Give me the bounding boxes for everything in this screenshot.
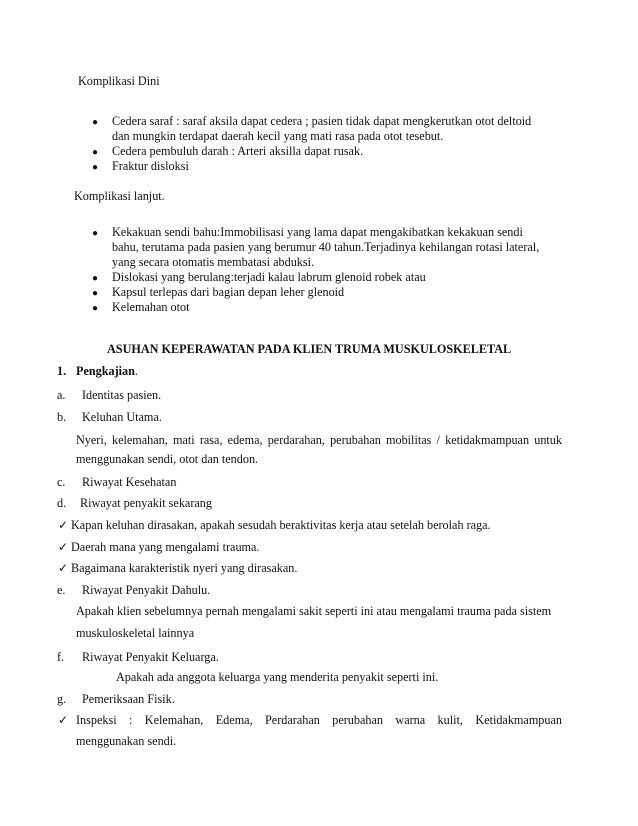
list-item-line: yang secara otomatis membatasi abduksi. [112, 255, 315, 269]
list-item-text: Riwayat penyakit sekarang [80, 496, 212, 510]
checkmark-icon: ✓ [58, 713, 69, 727]
paragraph-line: Nyeri, kelemahan, mati rasa, edema, perdarahan, perubahan mobilitas / ketidakmampuan untuk [76, 433, 562, 447]
list-item-text: Keluhan Utama. [82, 410, 162, 424]
bullet-icon: ● [92, 303, 99, 314]
list-marker: e. [57, 583, 66, 597]
checkmark-icon: ✓ [58, 561, 69, 575]
list-marker: b. [57, 410, 67, 424]
check-item-text: Kapan keluhan dirasakan, apakah sesudah beraktivitas kerja atau setelah berolah raga. [71, 518, 491, 532]
list-marker: d. [57, 496, 67, 510]
early-complications-title: Komplikasi Dini [78, 74, 160, 88]
list-item-text: Identitas pasien. [82, 388, 162, 402]
list-item-line: Kekakuan sendi bahu:Immobilisasi yang lama dapat mengakibatkan kekakuan sendi [112, 225, 523, 239]
section-title: Pengkajian [76, 364, 135, 378]
list-item-line: Fraktur disloksi [112, 159, 189, 173]
list-item-line: Cedera saraf : saraf aksila dapat cedera ; pasien tidak dapat mengkerutkan otot deltoid [112, 114, 532, 128]
list-item-text: Riwayat Kesehatan [82, 475, 177, 489]
list-item-text: Riwayat Penyakit Dahulu. [82, 583, 211, 597]
list-marker: f. [57, 650, 65, 664]
paragraph-line: menggunakan sendi, otot dan tendon. [76, 452, 259, 466]
bullet-icon: ● [92, 147, 99, 158]
paragraph-line: Apakah klien sebelumnya pernah mengalami sakit seperti ini atau mengalami trauma pada sistem [76, 604, 552, 618]
paragraph-line: muskuloskeletal lainnya [76, 626, 195, 640]
section-title-suffix: . [134, 364, 138, 378]
list-item-line: Dislokasi yang berulang:terjadi kalau labrum glenoid robek atau [112, 270, 426, 284]
checkmark-icon: ✓ [58, 518, 69, 532]
check-item-text: Daerah mana yang mengalami trauma. [71, 540, 260, 554]
check-item-text: Inspeksi : Kelemahan, Edema, Perdarahan perubahan warna kulit, Ketidakmampuan [76, 713, 562, 727]
bullet-icon: ● [92, 288, 99, 299]
paragraph-line: Apakah ada anggota keluarga yang menderita penyakit seperti ini. [116, 670, 439, 684]
check-item-text: menggunakan sendi. [76, 734, 177, 748]
list-item-line: Cedera pembuluh darah : Arteri aksilla dapat rusak. [112, 144, 364, 158]
bullet-icon: ● [92, 273, 99, 284]
list-item-line: dan mungkin terdapat daerah kecil yang mati rasa pada otot tesebut. [112, 129, 444, 143]
late-complications-title: Komplikasi lanjut. [74, 189, 165, 203]
bullet-icon: ● [92, 162, 99, 173]
section-number: 1. [57, 364, 67, 378]
list-item-line: Kelemahan otot [112, 300, 190, 314]
list-marker: c. [57, 475, 66, 489]
list-item-text: Riwayat Penyakit Keluarga. [82, 650, 219, 664]
list-marker: a. [57, 388, 66, 402]
list-marker: g. [57, 692, 67, 706]
checkmark-icon: ✓ [58, 540, 69, 554]
bullet-icon: ● [92, 117, 99, 128]
list-item-line: bahu, terutama pada pasien yang berumur 40 tahun.Terjadinya kehilangan rotasi lateral, [112, 240, 540, 254]
section-heading: ASUHAN KEPERAWATAN PADA KLIEN TRUMA MUSKULOSKELETAL [107, 342, 512, 356]
check-item-text: Bagaimana karakteristik nyeri yang dirasakan. [71, 561, 298, 575]
list-item-line: Kapsul terlepas dari bagian depan leher glenoid [112, 285, 345, 299]
bullet-icon: ● [92, 228, 99, 239]
list-item-text: Pemeriksaan Fisik. [82, 692, 175, 706]
